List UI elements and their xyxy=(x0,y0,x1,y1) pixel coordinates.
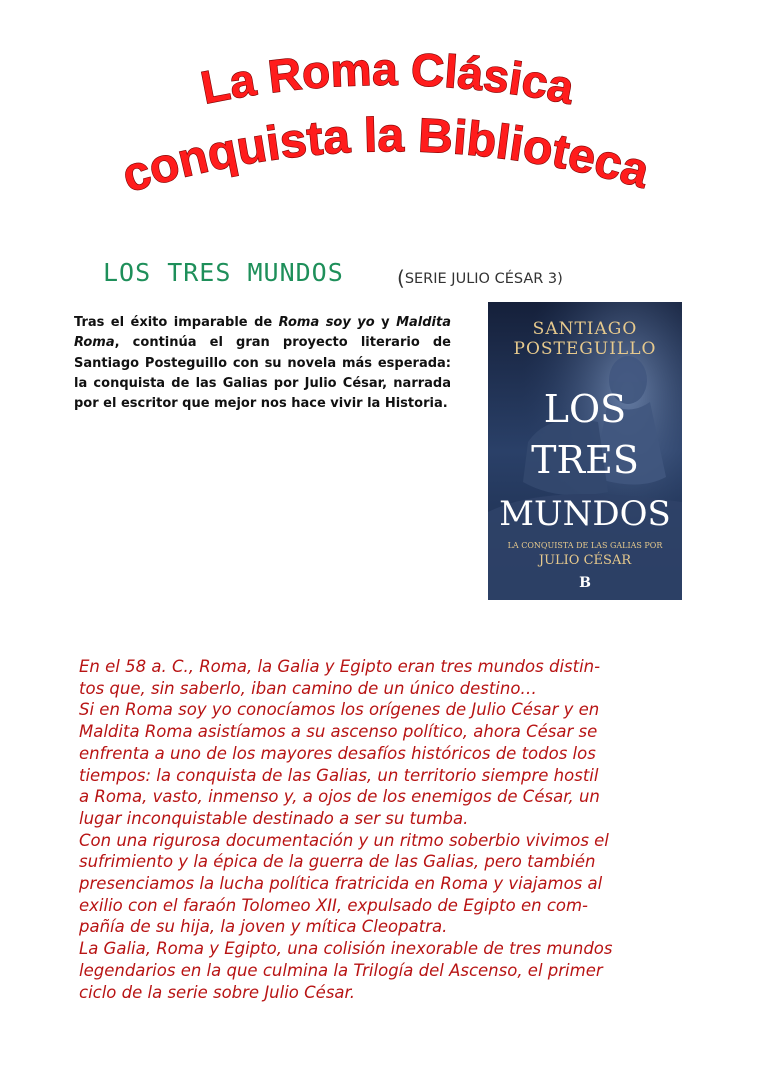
series-text: SERIE JULIO CÉSAR 3) xyxy=(404,271,563,287)
synopsis-line: Si en Roma soy yo conocíamos los orígenes de Julio César y en xyxy=(79,700,600,720)
publisher-logo: B xyxy=(579,575,591,591)
intro-text-1: Tras el éxito imparable de xyxy=(74,315,279,330)
headline xyxy=(0,0,768,230)
synopsis-line: La Galia, Roma y Egipto, una colisión inexorable de tres mundos xyxy=(79,939,613,959)
synopsis-line: presenciamos la lucha política fratricida en Roma y viajamos al xyxy=(79,874,603,894)
synopsis-line: pañía de su hija, la joven y mítica Cleopatra. xyxy=(79,917,448,937)
synopsis-line: En el 58 a. C., Roma, la Galia y Egipto eran tres mundos distin- xyxy=(79,657,601,676)
series-label xyxy=(397,266,563,290)
synopsis-line: legendarios en la que culmina la Trilogía del Ascenso, el primer xyxy=(79,960,603,980)
synopsis-line: enfrenta a uno de los mayores desafíos históricos de todos los xyxy=(79,743,596,763)
intro-title-roma-soy-yo: Roma soy yo xyxy=(278,315,375,330)
synopsis-line: tos que, sin saberlo, iban camino de un único destino… xyxy=(79,678,537,698)
cover-title-line-2: TRES xyxy=(531,438,639,482)
synopsis-line: Con una rigurosa documentación y un ritmo soberbio vivimos el xyxy=(79,830,609,850)
synopsis-line: tiempos: la conquista de las Galias, un territorio siempre hostil xyxy=(79,765,599,785)
intro-paragraph xyxy=(74,313,451,414)
intro-text-3: , continúa el gran proyecto literario de Santiago Posteguillo con su novela más esperada: la conquista de las Galias por Julio César, narrada por el escritor que mejor nos hace vivir la Historia. xyxy=(74,335,451,412)
synopsis-line: Maldita Roma asistíamos a su ascenso político, ahora César se xyxy=(79,722,598,742)
cover-author-line-2: POSTEGUILLO xyxy=(513,339,657,359)
intro-title-maldita-roma: Maldita Roma xyxy=(74,315,451,351)
headline-line-1: La Roma Clásica xyxy=(196,42,579,114)
cover-author-line-1: SANTIAGO xyxy=(532,319,638,339)
headline-line-2: conquista la Biblioteca xyxy=(116,109,655,204)
synopsis-line: sufrimiento y la épica de la guerra de las Galias, pero también xyxy=(79,852,596,872)
synopsis-line: a Roma, vasto, inmenso y, a ojos de los enemigos de César, un xyxy=(79,787,600,807)
synopsis xyxy=(79,656,689,1003)
synopsis-line: lugar inconquistable destinado a ser su tumba. xyxy=(79,808,469,828)
cover-title-line-1: LOS xyxy=(543,387,627,431)
intro-text-2: y xyxy=(374,315,397,330)
cover-title-line-3: MUNDOS xyxy=(499,494,671,534)
book-cover xyxy=(488,302,682,600)
book-title: LOS TRES MUNDOS xyxy=(103,258,344,287)
cover-subtitle-2: JULIO CÉSAR xyxy=(538,553,632,568)
synopsis-line: exilio con el faraón Tolomeo XII, expulsado de Egipto en com- xyxy=(79,895,589,915)
cover-subtitle: LA CONQUISTA DE LAS GALIAS POR xyxy=(507,541,663,550)
series-paren: ( xyxy=(397,266,405,290)
synopsis-line: ciclo de la serie sobre Julio César. xyxy=(79,982,356,1002)
